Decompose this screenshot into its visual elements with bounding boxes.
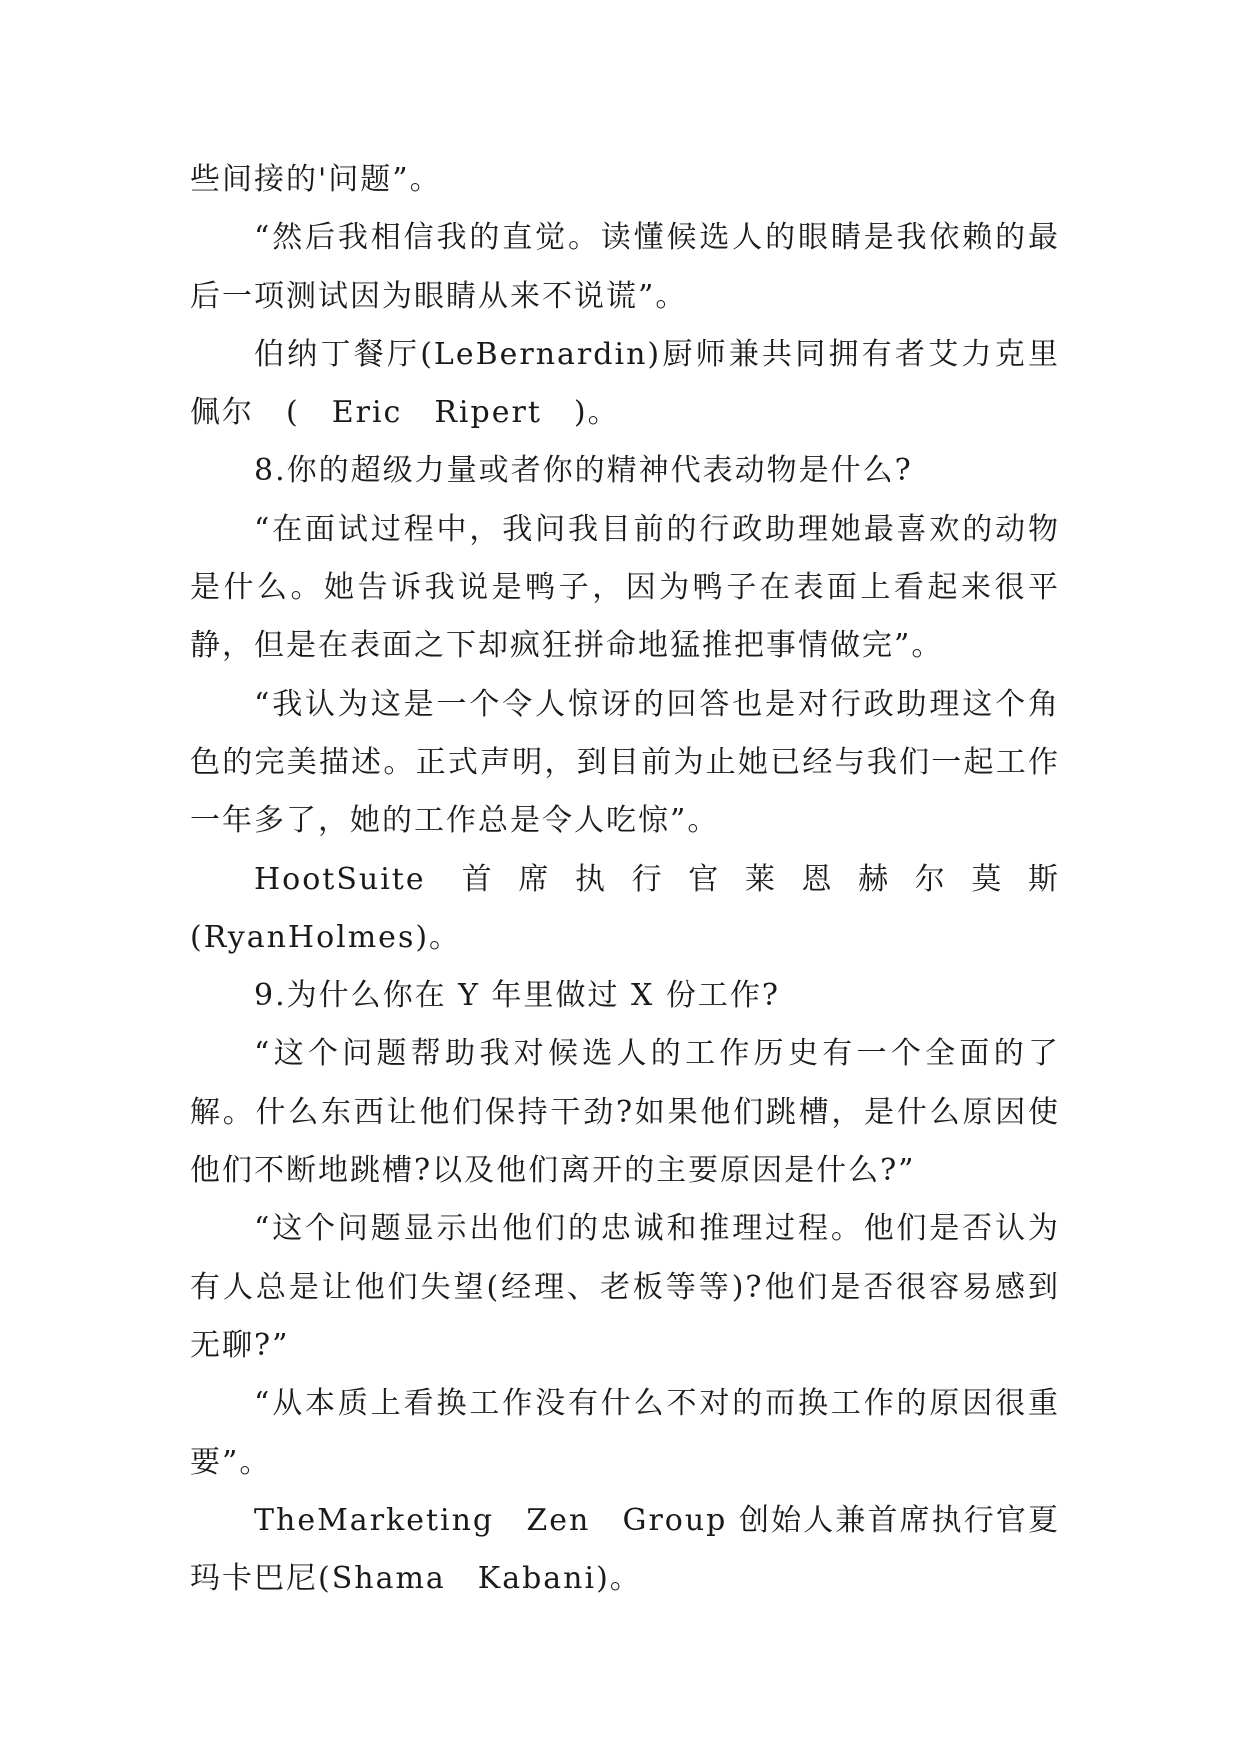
paragraph-attribution-holmes: HootSuite 首席执行官莱恩赫尔莫斯(RyanHolmes)。 (190, 861, 1060, 955)
paragraph-quote-loyalty: “这个问题显示出他们的忠诚和推理过程。他们是否认为有人总是让他们失望(经理、老板等等)?他们是否很容易感到无聊?” (190, 1211, 1060, 1363)
paragraph-quote-duck: “在面试过程中，我问我目前的行政助理她最喜欢的动物是什么。她告诉我说是鸭子，因为鸭子在表面上看起来很平静，但是在表面之下却疯狂拼命地猛推把事情做完”。 (190, 511, 1060, 664)
paragraph-quote-assistant: “我认为这是一个令人惊讶的回答也是对行政助理这个角色的完美描述。正式声明，到目前为止她已经与我们一起工作一年多了，她的工作总是令人吃惊”。 (190, 686, 1060, 839)
question-heading-9: 9.为什么你在 Y 年里做过 X 份工作? (254, 978, 781, 1014)
question-heading-8: 8.你的超级力量或者你的精神代表动物是什么? (254, 453, 913, 489)
paragraph-attribution-ripert: 伯纳丁餐厅(LeBernardin)厨师兼共同拥有者艾力克里佩尔 ( Eric Ripert )。 (190, 336, 1060, 431)
paragraph-quote-reason: “从本质上看换工作没有什么不对的而换工作的原因很重要”。 (190, 1386, 1060, 1480)
paragraph-attribution-kabani: TheMarketing Zen Group 创始人兼首席执行官夏玛卡巴尼(Shama Kabani)。 (190, 1502, 1060, 1597)
paragraph-continuation: 些间接的'问题”。 (190, 162, 442, 197)
paragraph-quote-intuition: “然后我相信我的直觉。读懂候选人的眼睛是我依赖的最后一项测试因为眼睛从来不说谎”。 (190, 220, 1060, 314)
document-body (190, 151, 1060, 1608)
paragraph-quote-history: “这个问题帮助我对候选人的工作历史有一个全面的了解。什么东西让他们保持干劲?如果他们跳槽，是什么原因使他们不断地跳槽?以及他们离开的主要原因是什么?” (190, 1036, 1060, 1189)
